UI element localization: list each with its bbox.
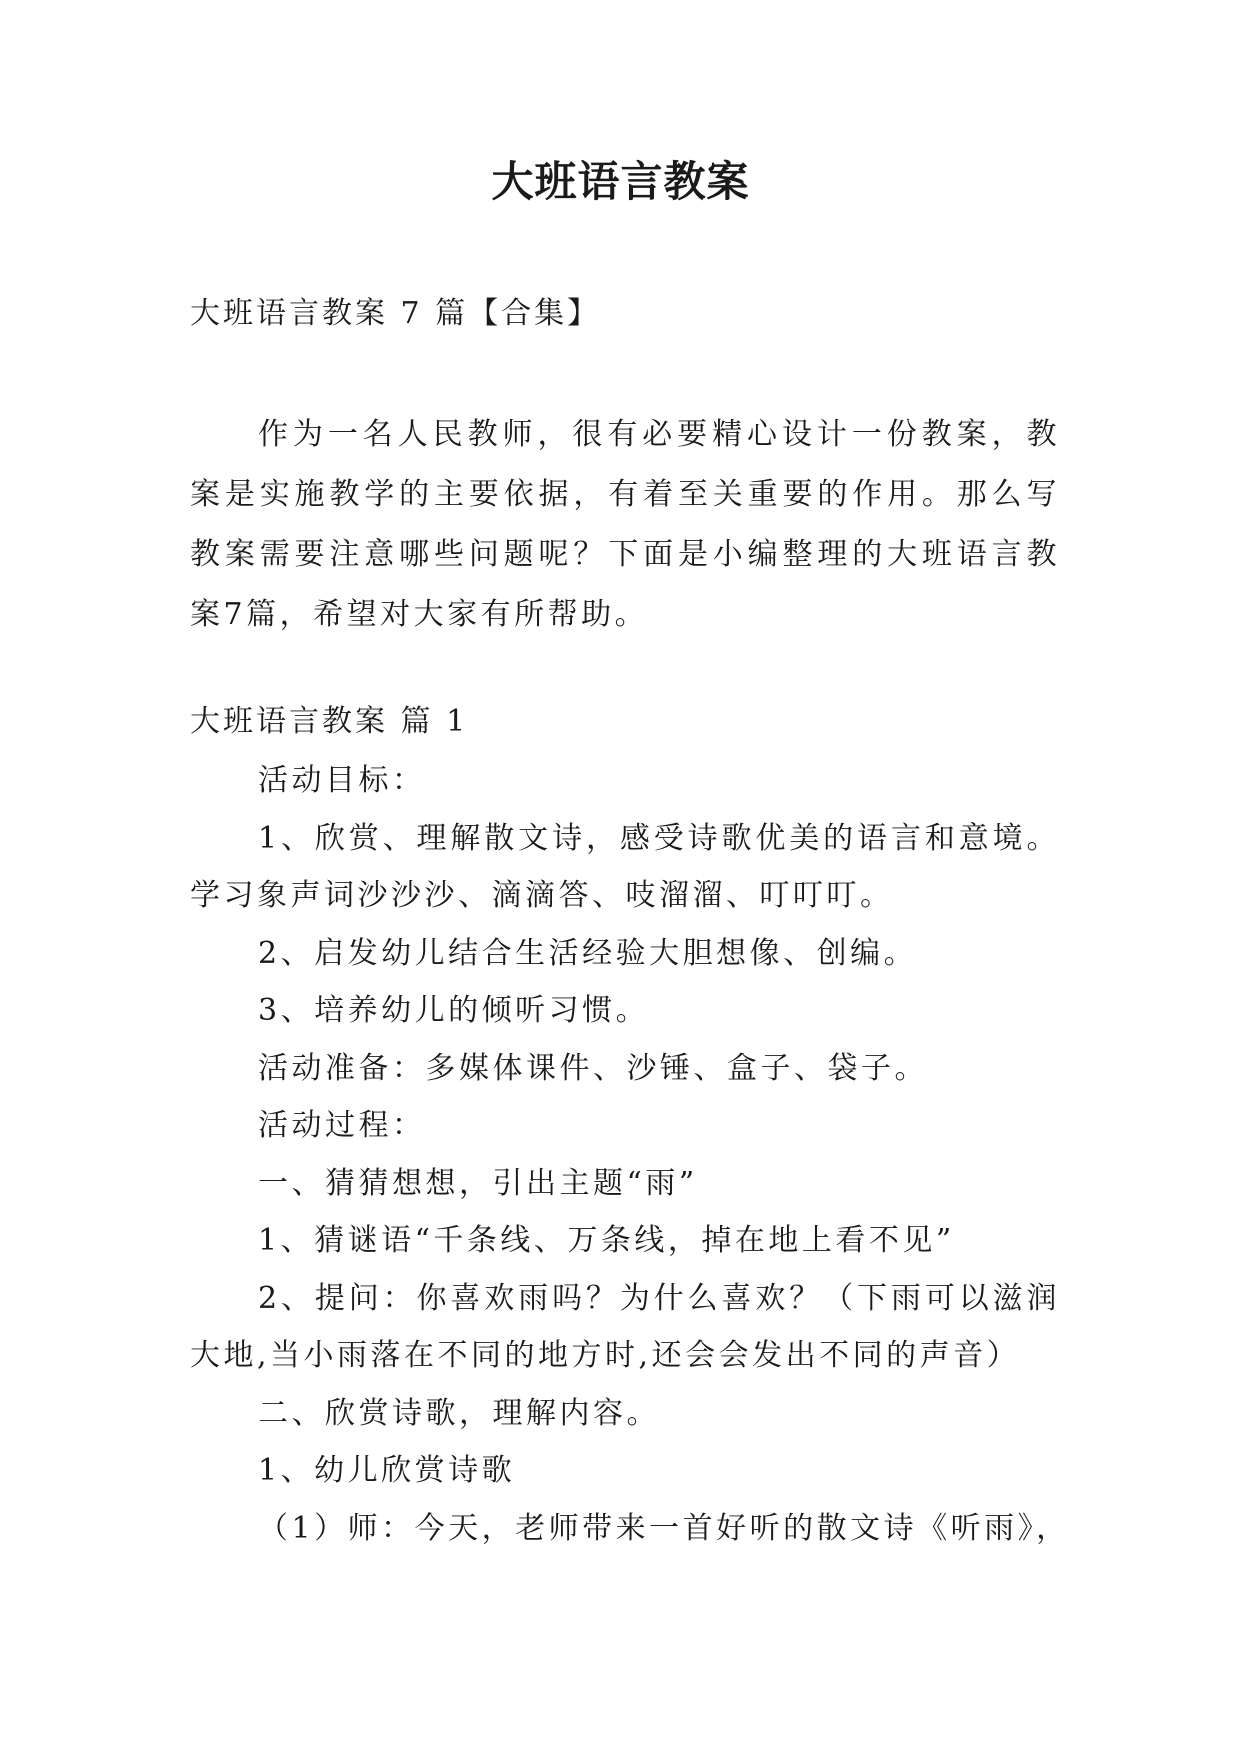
paragraph-line: 活动目标： (258, 763, 426, 798)
paragraph-line: 二、欣赏诗歌，理解内容。 (258, 1395, 660, 1431)
paragraph-line: 2、启发幼儿结合生活经验大胆想像、创编。 (258, 935, 918, 971)
paragraph-line: 活动过程： (258, 1108, 426, 1143)
paragraph-line: 3、培养幼儿的倾听习惯。 (258, 993, 650, 1028)
document-title: 大班语言教案 (491, 157, 750, 206)
section-body (190, 752, 1070, 1557)
section-title: 大班语言教案 篇 1 (190, 704, 469, 739)
paragraph-line: （1）师：今天，老师带来一首好听的散文诗《听雨》， (258, 1510, 1070, 1546)
paragraph-line: 1、猜谜语“千条线、万条线，掉在地上看不见” (258, 1223, 955, 1258)
paragraph-line: 1、幼儿欣赏诗歌 (258, 1453, 516, 1488)
paragraph-line: 活动准备：多媒体课件、沙锤、盒子、袋子。 (258, 1050, 928, 1086)
paragraph-line: 一、猜猜想想，引出主题“雨” (258, 1165, 698, 1201)
paragraph-line: 1、欣赏、理解散文诗，感受诗歌优美的语言和意境。学习象声词沙沙沙、滴滴答、吱溜溜、叮叮叮。 (190, 820, 1060, 913)
document-subtitle: 大班语言教案 7 篇【合集】 (190, 296, 601, 331)
intro-paragraph: 作为一名人民教师，很有必要精心设计一份教案，教案是实施教学的主要依据，有着至关重要的作用。那么写教案需要注意哪些问题呢？下面是小编整理的大班语言教案7篇，希望对大家有所帮助。 (190, 417, 1060, 632)
paragraph-line: 2、提问：你喜欢雨吗？为什么喜欢？（下雨可以滋润大地,当小雨落在不同的地方时,还会会发出不同的声音） (190, 1280, 1060, 1373)
